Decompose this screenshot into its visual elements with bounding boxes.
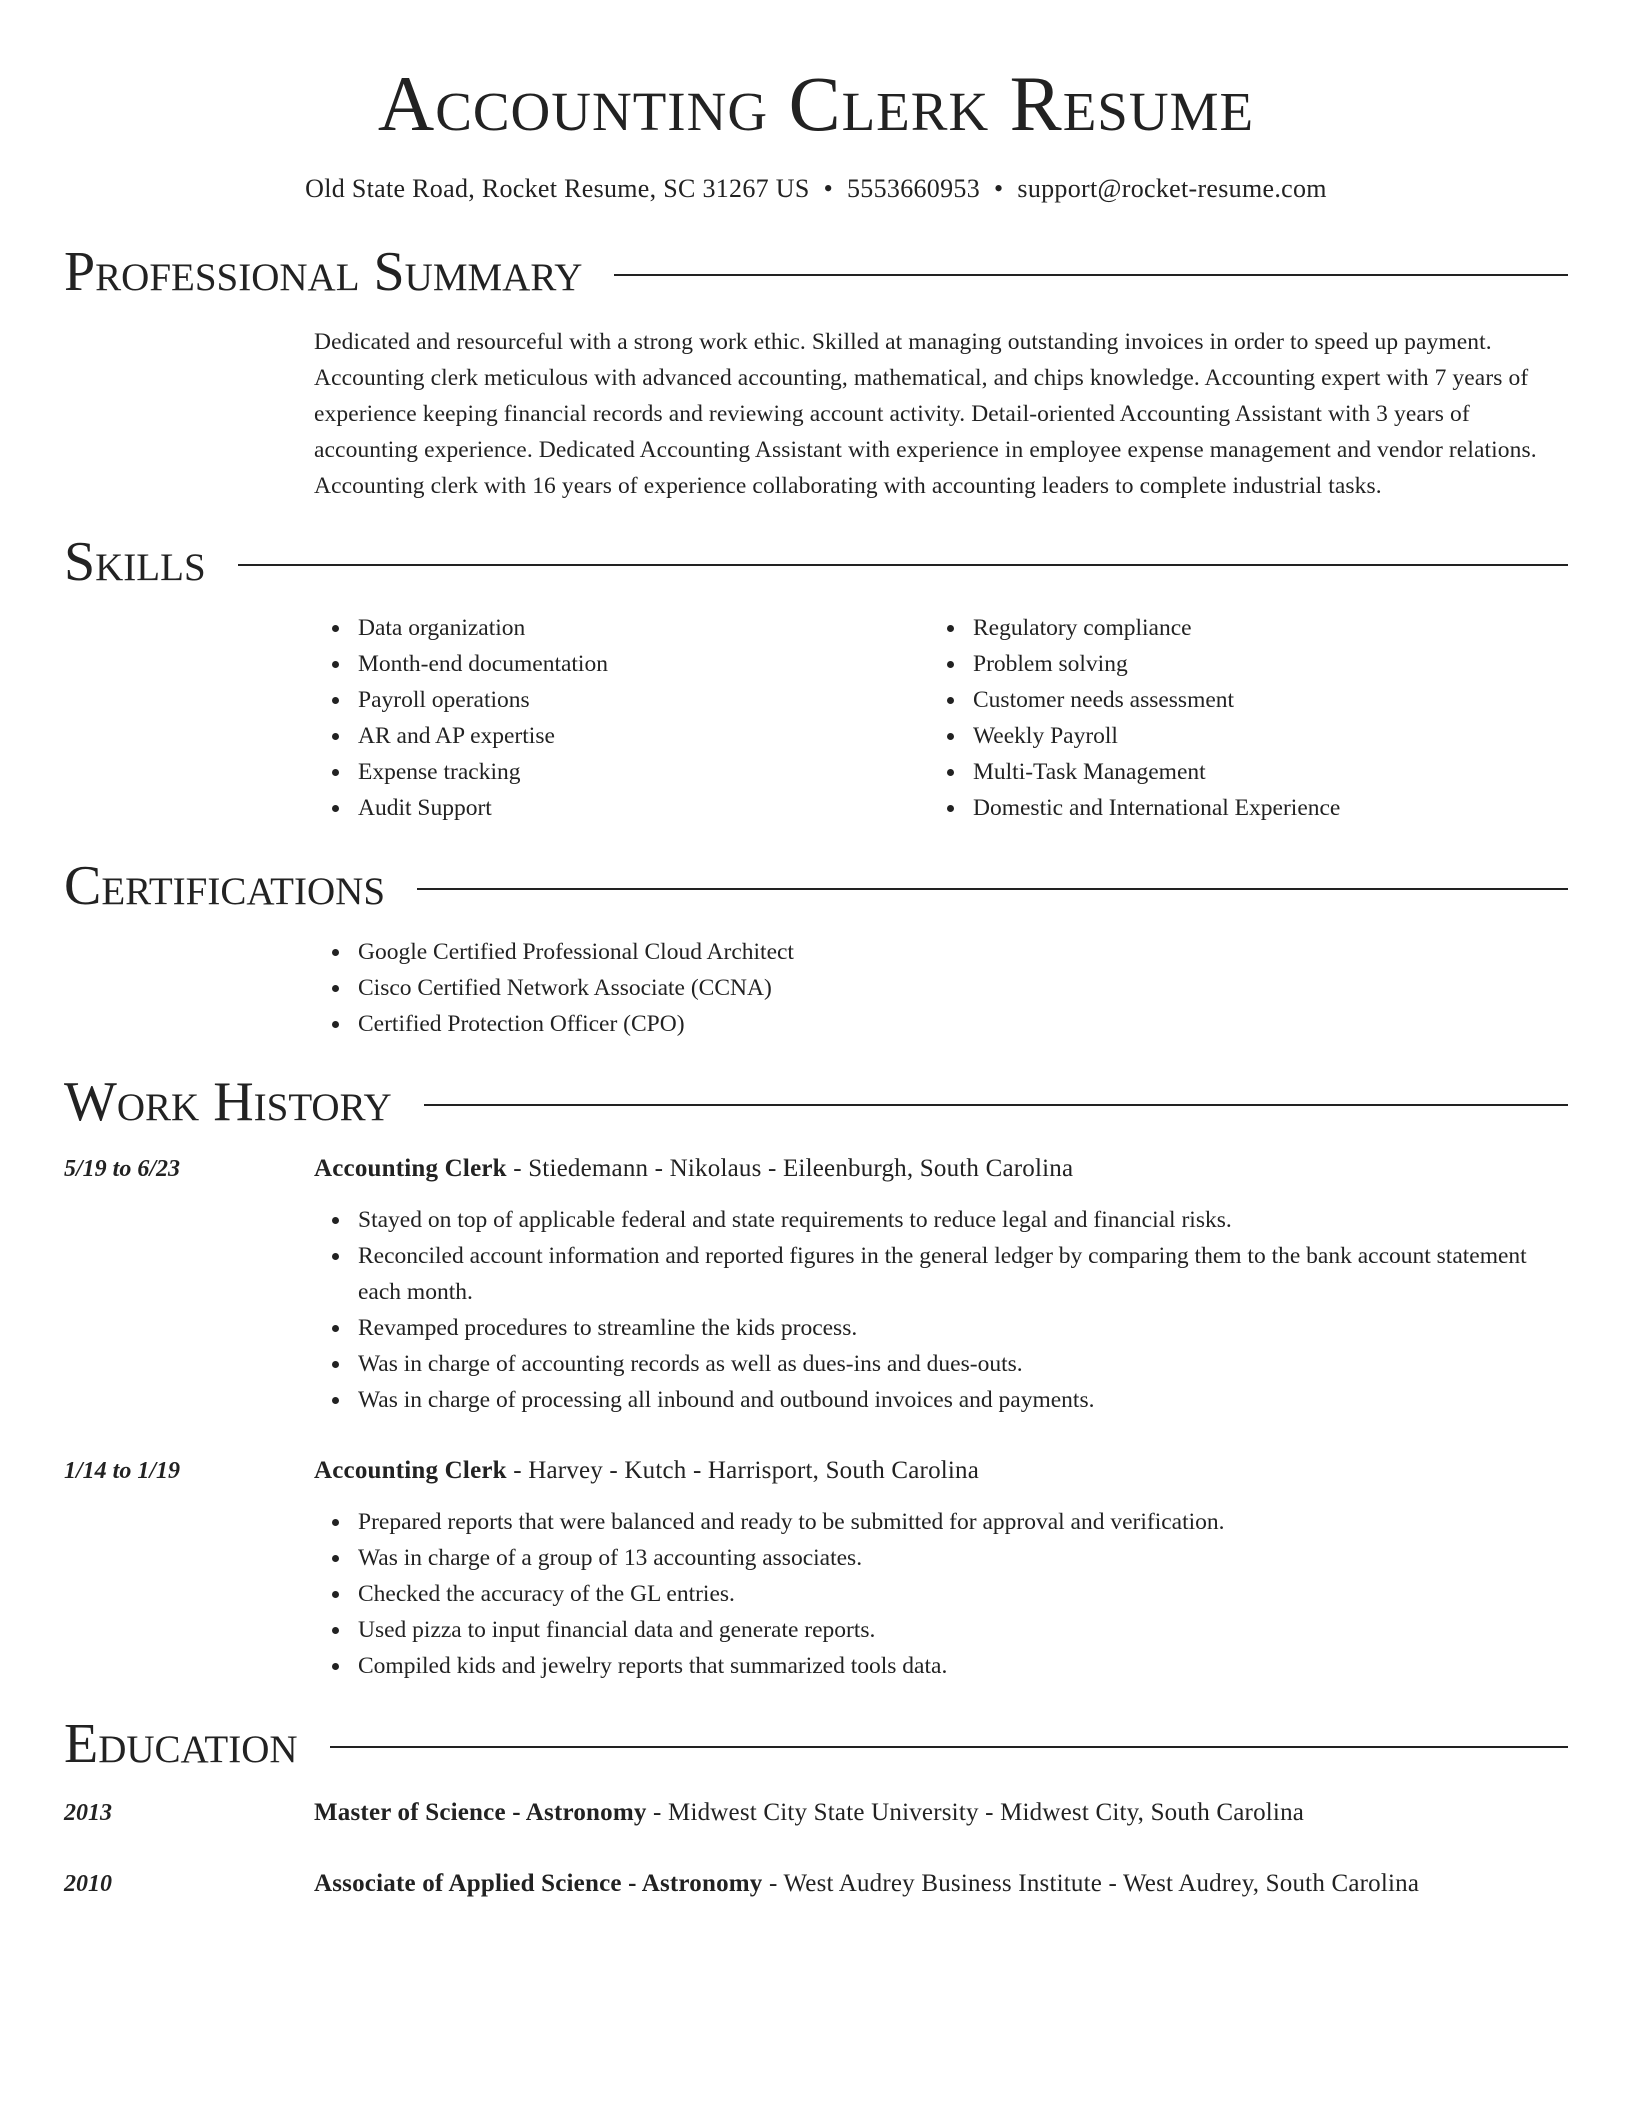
- section-divider: [238, 564, 1568, 566]
- certifications-heading: Certifications: [64, 855, 386, 917]
- work-bullet: Checked the accuracy of the GL entries.: [358, 1576, 1568, 1612]
- skills-column-right: [929, 610, 1544, 826]
- work-bullet: Stayed on top of applicable federal and state requirements to reduce legal and financial risks.: [358, 1202, 1568, 1238]
- education-entry: [64, 1867, 1568, 1901]
- skill-item: Month-end documentation: [358, 646, 929, 682]
- work-dates: 5/19 to 6/23: [64, 1156, 181, 1182]
- education-school: - West Audrey Business Institute - West Audrey, South Carolina: [762, 1870, 1420, 1897]
- work-bullets-block: [314, 1504, 1568, 1684]
- section-divider: [614, 274, 1568, 276]
- work-bullets: [314, 1504, 1568, 1684]
- skill-item: Data organization: [358, 610, 929, 646]
- contact-separator: •: [823, 174, 833, 203]
- skill-item: AR and AP expertise: [358, 718, 929, 754]
- education-year: 2010: [64, 1871, 112, 1897]
- work-entry: [64, 1454, 1568, 1684]
- work-bullet: Compiled kids and jewelry reports that summarized tools data.: [358, 1648, 1568, 1684]
- education-entry: [64, 1796, 1568, 1830]
- certifications-block: [314, 934, 1568, 1042]
- work-bullet: Prepared reports that were balanced and ready to be submitted for approval and verification.: [358, 1504, 1568, 1540]
- summary-heading: Professional Summary: [64, 241, 583, 303]
- work-bullet: Was in charge of a group of 13 accounting associates.: [358, 1540, 1568, 1576]
- work-entry-header: [64, 1152, 1568, 1186]
- skill-item: Payroll operations: [358, 682, 929, 718]
- education-school: - Midwest City State University - Midwest City, South Carolina: [646, 1799, 1305, 1826]
- skill-item: Regulatory compliance: [973, 610, 1544, 646]
- work-employer: - Harvey - Kutch - Harrisport, South Carolina: [506, 1457, 980, 1484]
- skills-list-right: [929, 610, 1544, 826]
- summary-paragraph: Dedicated and resourceful with a strong work ethic. Skilled at managing outstanding invoices in order to speed up payment. Accounting clerk meticulous with advanced accounting, mathematical, and chips knowledge. Accounting expert with 7 years of experience keeping financial records and reviewing account activity. Detail-oriented Accounting Assistant with 3 years of accounting experience. Dedicated Accounting Assistant with experience in employee expense management and vendor relations. Accounting clerk with 16 years of experience collaborating with accounting leaders to complete industrial tasks.: [314, 329, 1537, 499]
- contact-email: support@rocket-resume.com: [1017, 174, 1327, 203]
- work-bullets-block: [314, 1202, 1568, 1418]
- skills-heading: Skills: [64, 531, 206, 593]
- work-role: Accounting Clerk: [314, 1155, 507, 1182]
- contact-address: Old State Road, Rocket Resume, SC 31267 US: [305, 174, 810, 203]
- work-bullet: Reconciled account information and reported figures in the general ledger by comparing them to the bank account statement each month.: [358, 1238, 1568, 1310]
- work-role: Accounting Clerk: [314, 1457, 507, 1484]
- education-degree: Associate of Applied Science - Astronomy: [314, 1870, 763, 1897]
- work-title-line: [314, 1152, 1073, 1186]
- certification-item: Google Certified Professional Cloud Architect: [358, 934, 1568, 970]
- section-divider: [424, 1104, 1568, 1106]
- skill-item: Customer needs assessment: [973, 682, 1544, 718]
- skill-item: Weekly Payroll: [973, 718, 1544, 754]
- skill-item: Expense tracking: [358, 754, 929, 790]
- education-heading: Education: [64, 1713, 298, 1775]
- certification-item: Certified Protection Officer (CPO): [358, 1006, 1568, 1042]
- work-section-header: [64, 1070, 1568, 1134]
- work-bullets: [314, 1202, 1568, 1418]
- work-bullet: Used pizza to input financial data and generate reports.: [358, 1612, 1568, 1648]
- contact-line: [64, 172, 1568, 206]
- summary-section-header: [64, 240, 1568, 304]
- skills-section-header: [64, 530, 1568, 594]
- work-bullet: Was in charge of processing all inbound and outbound invoices and payments.: [358, 1382, 1568, 1418]
- skill-item: Problem solving: [973, 646, 1544, 682]
- work-bullet: Revamped procedures to streamline the kids process.: [358, 1310, 1568, 1346]
- certification-item: Cisco Certified Network Associate (CCNA): [358, 970, 1568, 1006]
- skills-list-left: [314, 610, 929, 826]
- education-section-header: [64, 1712, 1568, 1776]
- certifications-list: [314, 934, 1568, 1042]
- section-divider: [330, 1746, 1568, 1748]
- work-title-line: [314, 1454, 979, 1488]
- skill-item: Domestic and International Experience: [973, 790, 1544, 826]
- education-degree: Master of Science - Astronomy: [314, 1799, 647, 1826]
- education-line: [314, 1867, 1419, 1901]
- section-divider: [417, 888, 1568, 890]
- work-bullet: Was in charge of accounting records as well as dues-ins and dues-outs.: [358, 1346, 1568, 1382]
- skill-item: Multi-Task Management: [973, 754, 1544, 790]
- skills-grid: [314, 610, 1568, 826]
- skills-column-left: [314, 610, 929, 826]
- contact-separator: •: [994, 174, 1004, 203]
- work-entry: [64, 1152, 1568, 1418]
- skill-item: Audit Support: [358, 790, 929, 826]
- work-employer: - Stiedemann - Nikolaus - Eileenburgh, South Carolina: [506, 1155, 1074, 1182]
- work-heading: Work History: [64, 1071, 392, 1133]
- certifications-section-header: [64, 854, 1568, 918]
- education-line: [314, 1796, 1304, 1830]
- education-year: 2013: [64, 1800, 112, 1826]
- work-dates: 1/14 to 1/19: [64, 1458, 181, 1484]
- contact-phone: 5553660953: [847, 174, 980, 203]
- resume-title: Accounting Clerk Resume: [377, 60, 1255, 147]
- work-entry-header: [64, 1454, 1568, 1488]
